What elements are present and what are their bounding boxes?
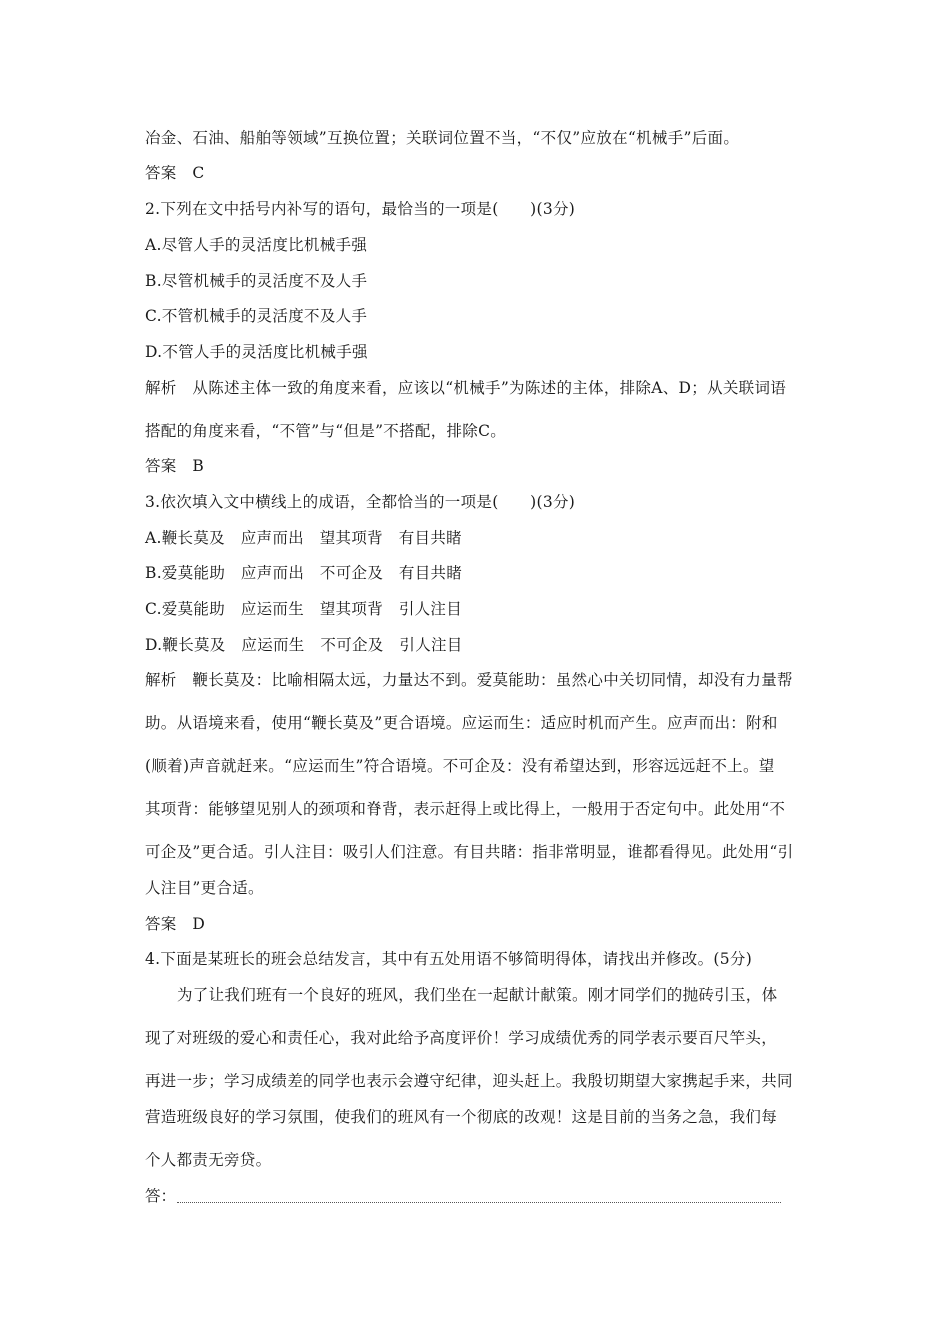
answer-line-b: 答案 B [145,457,205,475]
option-a: A.鞭长莫及 应声而出 望其项背 有目共睹 [145,529,462,547]
analysis-line: 人注目”更合适。 [145,879,264,897]
analysis-line: 解析 从陈述主体一致的角度来看，应该以“机械手”为陈述的主体，排除A、D；从关联词语 [145,379,787,397]
option-b: B.尽管机械手的灵活度不及人手 [145,272,368,290]
text-line: 冶金、石油、船舶等领域”互换位置；关联词位置不当，“不仅”应放在“机械手”后面。 [145,129,740,147]
question-4: 4.下面是某班长的班会总结发言，其中有五处用语不够简明得体，请找出并修改。(5分) [145,950,753,968]
option-c: C.爱莫能助 应运而生 望其项背 引人注目 [145,600,463,618]
speech-paragraph-line: 个人都责无旁贷。 [145,1151,272,1169]
option-b: B.爱莫能助 应声而出 不可企及 有目共睹 [145,564,463,582]
answer-blank[interactable] [177,1202,781,1203]
answer-line-c: 答案 C [145,164,205,182]
speech-paragraph-line: 再进一步；学习成绩差的同学也表示会遵守纪律，迎头赶上。我殷切期望大家携起手来，共同 [145,1072,793,1090]
speech-paragraph-line: 现了对班级的爱心和责任心，我对此给予高度评价！学习成绩优秀的同学表示要百尺竿头， [145,1029,778,1047]
option-c: C.不管机械手的灵活度不及人手 [145,307,368,325]
speech-paragraph-line: 为了让我们班有一个良好的班风，我们坐在一起献计献策。刚才同学们的抛砖引玉，体 [177,986,778,1004]
analysis-line: 助。从语境来看，使用“鞭长莫及”更合语境。应运而生：适应时机而产生。应声而出：附和 [145,714,778,732]
analysis-line: 其项背：能够望见别人的颈项和脊背，表示赶得上或比得上，一般用于否定句中。此处用“不 [145,800,786,818]
analysis-line: 解析 鞭长莫及：比喻相隔太远，力量达不到。爱莫能助：虽然心中关切同情，却没有力量帮 [145,671,793,689]
answer-label: 答： [145,1187,177,1205]
question-2: 2.下列在文中括号内补写的语句，最恰当的一项是( )(3分) [145,200,576,218]
speech-paragraph-line: 营造班级良好的学习氛围，使我们的班风有一个彻底的改观！这是目前的当务之急，我们每 [145,1108,778,1126]
option-a: A.尽管人手的灵活度比机械手强 [145,236,368,254]
analysis-line: 搭配的角度来看，“不管”与“但是”不搭配，排除C。 [145,422,507,440]
option-d: D.不管人手的灵活度比机械手强 [145,343,368,361]
option-d: D.鞭长莫及 应运而生 不可企及 引人注目 [145,636,463,654]
answer-line-d: 答案 D [145,915,206,933]
analysis-line: (顺着)声音就赶来。“应运而生”符合语境。不可企及：没有希望达到，形容远远赶不上。望 [145,757,775,775]
analysis-line: 可企及”更合适。引人注目：吸引人们注意。有目共睹：指非常明显，谁都看得见。此处用“引 [145,843,794,861]
question-3: 3.依次填入文中横线上的成语，全都恰当的一项是( )(3分) [145,493,576,511]
